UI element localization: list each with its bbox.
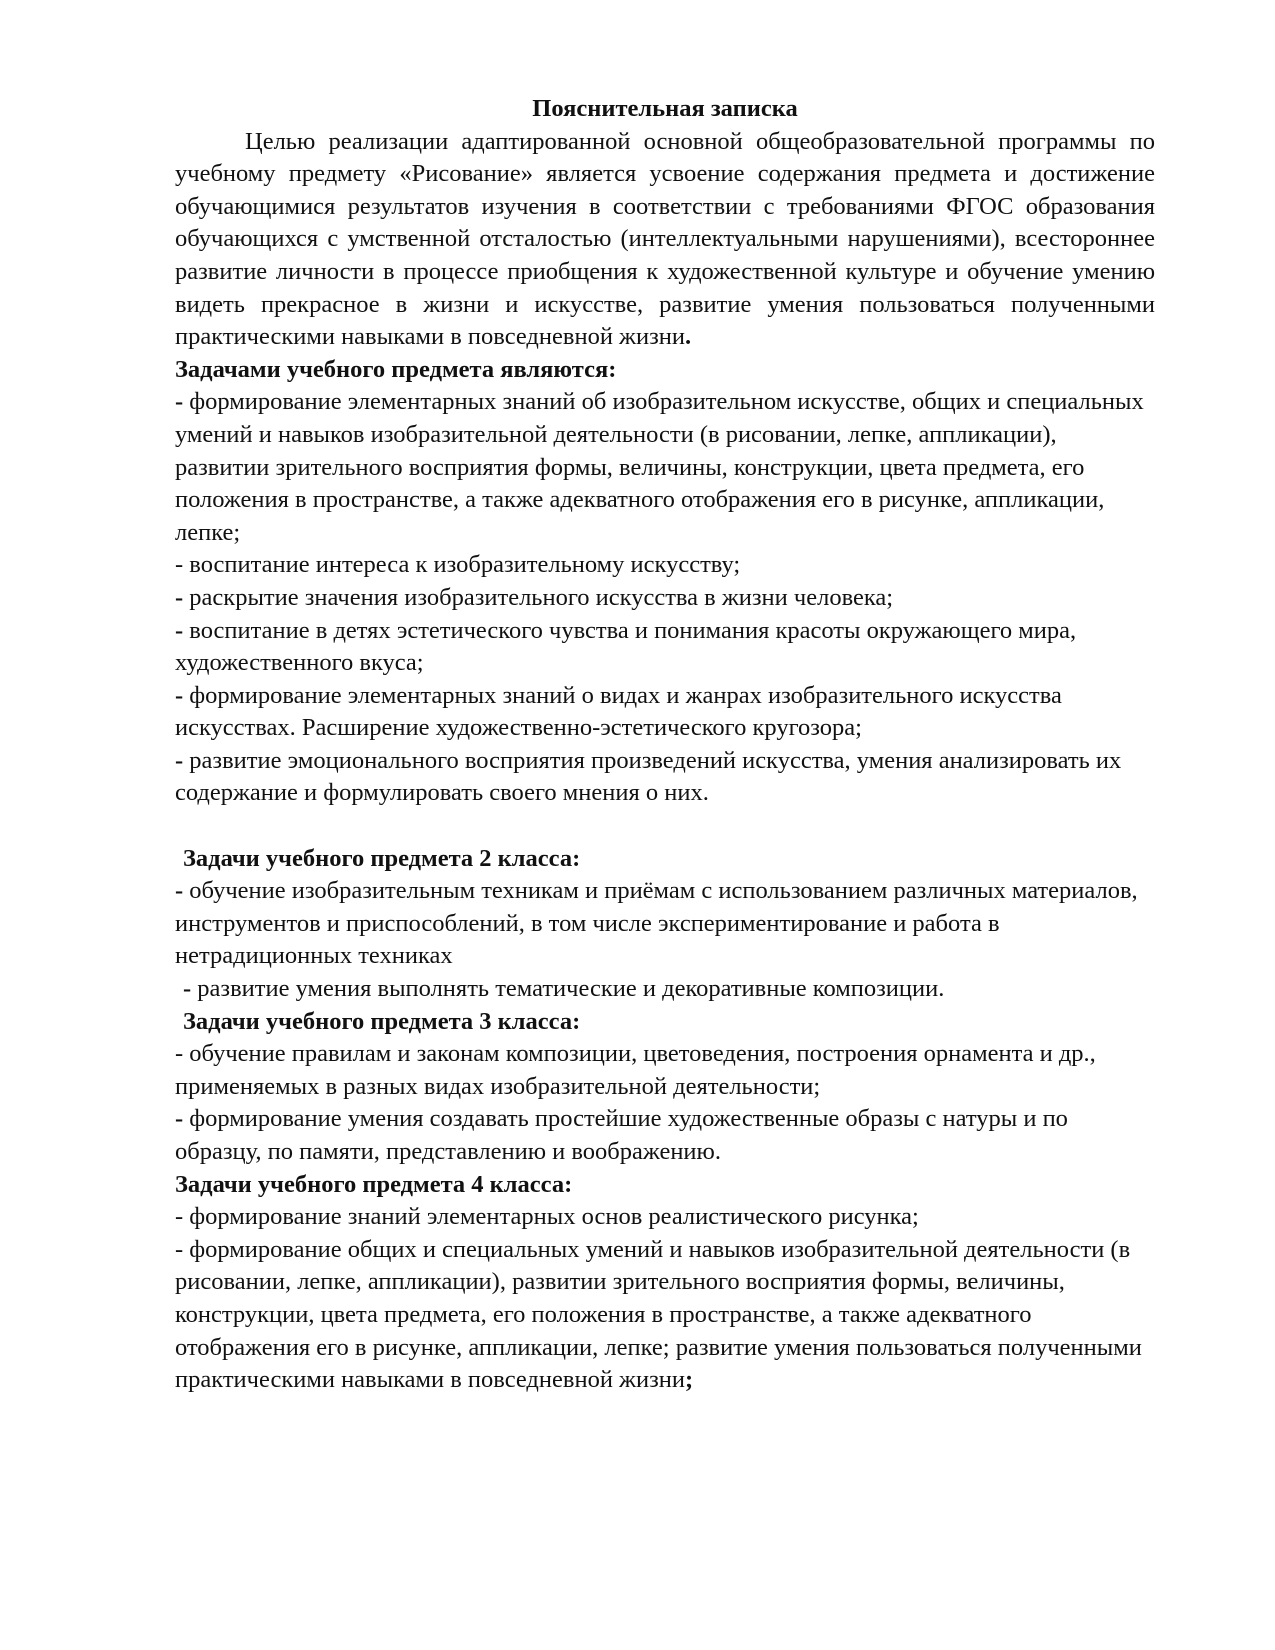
list-dash: - xyxy=(175,746,184,774)
list-item xyxy=(175,386,1155,549)
list-item-end-mark: ; xyxy=(685,1366,694,1394)
intro-text: Целью реализации адаптированной основной общеобразовательной программы по учебному предмету «Рисование» является усвоение содержания предмета и достижение обучающимися результатов изучения в соответствии с требованиями ФГОС образования обучающихся с умственной отсталостью (интеллектуальными нарушениями), всестороннее развитие личности в процессе приобщения к художественной культуре и обучение умению видеть прекрасное в жизни и искусстве, развитие умения пользоваться полученными практическими навыками в повседневной жизни xyxy=(175,127,1155,351)
list-item-text: развитие эмоционального восприятия произведений искусства, умения анализировать их содержание и формулировать своего мнения о них. xyxy=(175,746,1122,807)
list-dash: - xyxy=(175,877,184,905)
list-item xyxy=(175,582,1155,615)
list-item xyxy=(175,1234,1155,1397)
list-item xyxy=(175,1201,1155,1234)
list-item xyxy=(175,875,1155,973)
list-item-text: формирование элементарных знаний о видах и жанрах изобразительного искусства искусствах. Расширение художественно-эстетического кругозора; xyxy=(175,681,1062,742)
blank-line xyxy=(175,810,1155,843)
list-dash: - xyxy=(175,681,184,709)
list-item xyxy=(175,745,1155,810)
intro-paragraph xyxy=(175,126,1155,354)
list-item xyxy=(175,1038,1155,1103)
list-item-text: раскрытие значения изобразительного искусства в жизни человека; xyxy=(183,583,894,611)
list-dash: - xyxy=(175,616,184,644)
list-dash: - xyxy=(175,388,184,416)
list-item-text: развитие умения выполнять тематические и декоративные композиции. xyxy=(191,975,945,1003)
list-item xyxy=(175,615,1155,680)
list-dash: - xyxy=(183,975,192,1003)
list-item xyxy=(175,973,1155,1006)
list-item xyxy=(175,1103,1155,1168)
list-dash: - xyxy=(175,1105,184,1133)
document-page xyxy=(175,93,1155,1397)
list-dash: - xyxy=(175,1235,184,1263)
section-heading-grade-3: Задачи учебного предмета 3 класса: xyxy=(183,1007,581,1035)
list-item-text: формирование знаний элементарных основ реалистического рисунка; xyxy=(183,1203,919,1231)
list-dash: - xyxy=(175,551,184,579)
intro-end-mark: . xyxy=(685,323,692,351)
list-item xyxy=(175,549,1155,582)
list-item-text: формирование элементарных знаний об изобразительном искусстве, общих и специальных умений и навыков изобразительной деятельности (в рисовании, лепке, аппликации), развитии зрительного восприятия формы, величины, конструкции, цвета предмета, его положения в пространстве, а также адекватного отображения его в рисунке, аппликации, лепке; xyxy=(175,388,1144,546)
list-dash: - xyxy=(175,1203,184,1231)
list-dash: - xyxy=(175,1040,184,1068)
list-item-text: обучение правилам и законам композиции, цветоведения, построения орнамента и др., применяемых в разных видах изобразительной деятельности; xyxy=(175,1040,1096,1100)
list-item-text: воспитание в детях эстетического чувства и понимания красоты окружающего мира, художественного вкуса; xyxy=(175,616,1077,677)
list-dash: - xyxy=(175,583,184,611)
list-item-text: формирование умения создавать простейшие художественные образы с натуры и по образцу, по памяти, представлению и воображению. xyxy=(175,1105,1068,1165)
document-title: Пояснительная записка xyxy=(532,95,798,122)
section-heading-grade-4: Задачи учебного предмета 4 класса: xyxy=(175,1170,573,1198)
list-item-text: формирование общих и специальных умений и навыков изобразительной деятельности (в рисовании, лепке, аппликации), развитии зрительного восприятия формы, величины, конструкции, цвета предмета, его положения в пространстве, а также адекватного отображения его в рисунке, аппликации, лепке; развитие умения пользоваться полученными практическими навыками в повседневной жизни xyxy=(175,1235,1142,1394)
section-heading-grade-2: Задачи учебного предмета 2 класса: xyxy=(183,844,581,872)
list-item-text: воспитание интереса к изобразительному искусству; xyxy=(183,551,741,579)
section-heading-goals: Задачами учебного предмета являются: xyxy=(175,355,617,383)
list-item xyxy=(175,680,1155,745)
list-item-text: обучение изобразительным техникам и приёмам с использованием различных материалов, инструментов и приспособлений, в том числе экспериментирование и работа в нетрадиционных техниках xyxy=(175,877,1138,970)
